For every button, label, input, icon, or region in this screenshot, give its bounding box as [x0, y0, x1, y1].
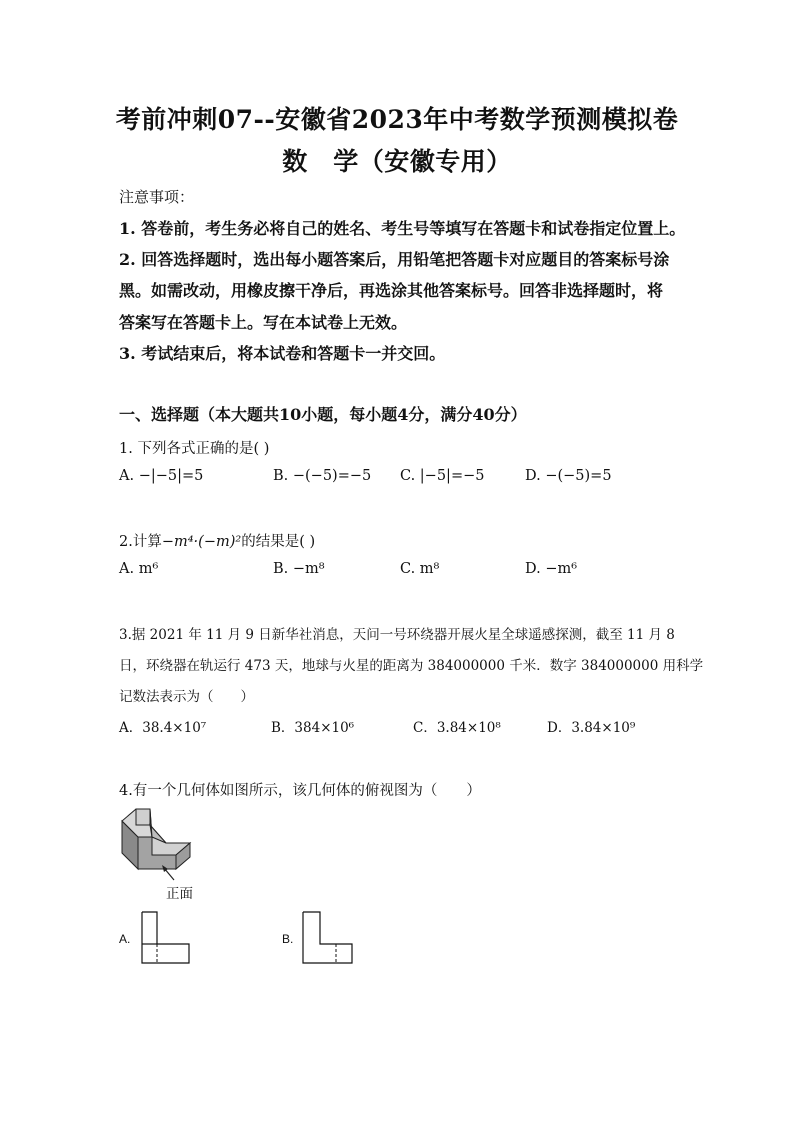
q3-stem-line2: 日，环绕器在轨运行 473 天，地球与火星的距离为 384000000 千米．数字 384000000 用科学	[119, 658, 704, 674]
q4-option-b-figure	[302, 911, 356, 965]
notice-item-2b: 黑。如需改动，用橡皮擦干净后，再选涂其他答案标号。回答非选择题时，将	[119, 281, 664, 300]
q3-stem-line1: 3.据 2021 年 11 月 9 日新华社消息，天问一号环绕器开展火星全球遥感探测，截至 11 月 8	[119, 627, 675, 643]
figure-label-front: 正面	[166, 886, 193, 902]
section-heading: 一、选择题（本大题共10小题，每小题4分，满分40分）	[119, 405, 527, 424]
q2-option-b: B. −m⁸	[273, 561, 325, 577]
q3-stem-line3: 记数法表示为（ ）	[119, 689, 254, 705]
q2-option-c: C. m⁸	[400, 561, 440, 577]
q2-stem-suffix: 的结果是( )	[241, 534, 316, 550]
exam-subtitle: 数 学（安徽专用）	[282, 147, 512, 176]
q1-stem: 1. 下列各式正确的是( )	[119, 441, 270, 457]
q4-option-b-label: B.	[282, 932, 294, 946]
notice-item-1: 1. 答卷前，考生务必将自己的姓名、考生号等填写在答题卡和试卷指定位置上。	[119, 219, 686, 238]
q4-stem: 4.有一个几何体如图所示，该几何体的俯视图为（ ）	[119, 783, 481, 799]
q4-option-a-figure	[141, 911, 191, 965]
q3-option-c: C．3.84×10⁸	[413, 720, 501, 736]
exam-title: 考前冲刺07--安徽省2023年中考数学预测模拟卷	[115, 105, 679, 134]
q2-stem	[119, 530, 315, 551]
q3-option-a: A．38.4×10⁷	[119, 720, 207, 736]
notice-heading: 注意事项：	[119, 188, 195, 206]
q1-option-b: B. −(−5)=−5	[273, 468, 372, 484]
q2-option-d: D. −m⁶	[525, 561, 578, 577]
q2-stem-prefix: 2.计算	[119, 534, 162, 550]
l-shape-solid-figure	[118, 807, 198, 887]
notice-item-2a: 2. 回答选择题时，选出每小题答案后，用铅笔把答题卡对应题目的答案标号涂	[119, 250, 670, 269]
q3-option-b: B．384×10⁶	[271, 720, 355, 736]
q2-stem-math: −m⁴·(−m)²	[161, 534, 242, 550]
q2-option-a: A. m⁶	[119, 561, 159, 577]
q3-option-d: D．3.84×10⁹	[547, 720, 636, 736]
q1-option-a: A. −|−5|=5	[119, 468, 204, 484]
front-arrow-icon	[160, 864, 180, 884]
q1-option-d: D. −(−5)=5	[525, 468, 612, 484]
q1-option-c: C. |−5|=−5	[400, 468, 485, 484]
notice-item-2c: 答案写在答题卡上。写在本试卷上无效。	[119, 313, 408, 332]
q4-option-a-label: A.	[119, 932, 131, 946]
notice-item-3: 3. 考试结束后，将本试卷和答题卡一并交回。	[119, 344, 446, 363]
